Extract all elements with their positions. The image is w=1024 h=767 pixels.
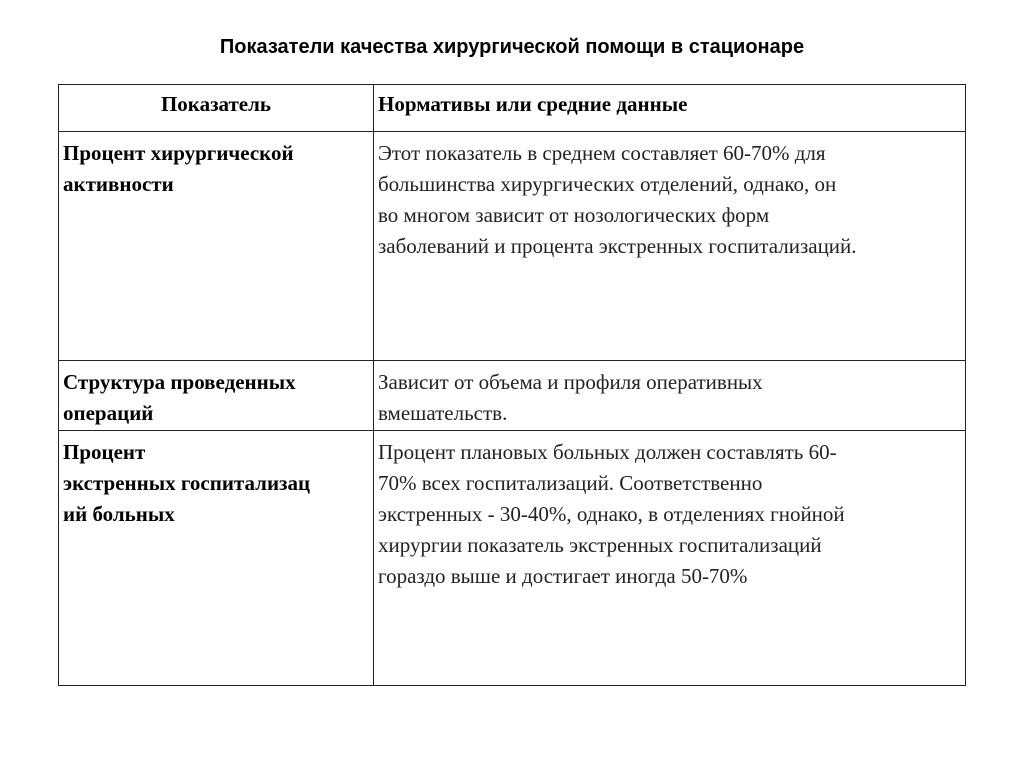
cell-line: Процент плановых больных должен составлять 60- bbox=[378, 440, 837, 464]
cell-line: Процент хирургической bbox=[63, 141, 294, 165]
cell-line: экстренных - 30-40%, однако, в отделениях гнойной bbox=[378, 502, 845, 526]
cell-line: хирургии показатель экстренных госпитализаций bbox=[378, 533, 822, 557]
cell-line: Процент bbox=[63, 440, 146, 464]
table-row bbox=[59, 431, 966, 686]
cell-line: активности bbox=[63, 172, 174, 196]
header-norms: Нормативы или средние данные bbox=[374, 85, 966, 132]
cell-line: гораздо выше и достигает иногда 50-70% bbox=[378, 564, 748, 588]
table-row bbox=[59, 132, 966, 361]
cell-line: ий больных bbox=[63, 502, 175, 526]
indicator-cell bbox=[59, 361, 374, 431]
indicator-cell bbox=[59, 431, 374, 686]
norm-cell bbox=[374, 361, 966, 431]
cell-line: операций bbox=[63, 401, 154, 425]
table-row bbox=[59, 361, 966, 431]
cell-line: большинства хирургических отделений, однако, он bbox=[378, 172, 837, 196]
page-title: Показатели качества хирургической помощи в стационаре bbox=[219, 36, 805, 58]
norm-cell bbox=[374, 431, 966, 686]
cell-line: Этот показатель в среднем составляет 60-70% для bbox=[378, 141, 826, 165]
cell-line: Зависит от объема и профиля оперативных bbox=[378, 370, 763, 394]
cell-line: вмешательств. bbox=[378, 401, 508, 425]
table-header-row bbox=[59, 85, 966, 132]
cell-line: во многом зависит от нозологических форм bbox=[378, 203, 770, 227]
norm-cell bbox=[374, 132, 966, 361]
cell-line: Структура проведенных bbox=[63, 370, 296, 394]
indicator-cell bbox=[59, 132, 374, 361]
cell-line: экстренных госпитализац bbox=[63, 471, 311, 495]
cell-line: 70% всех госпитализаций. Соответственно bbox=[378, 471, 763, 495]
quality-indicators-table bbox=[58, 84, 966, 686]
header-indicator: Показатель bbox=[59, 85, 374, 132]
cell-line: заболеваний и процента экстренных госпитализаций. bbox=[378, 234, 857, 258]
